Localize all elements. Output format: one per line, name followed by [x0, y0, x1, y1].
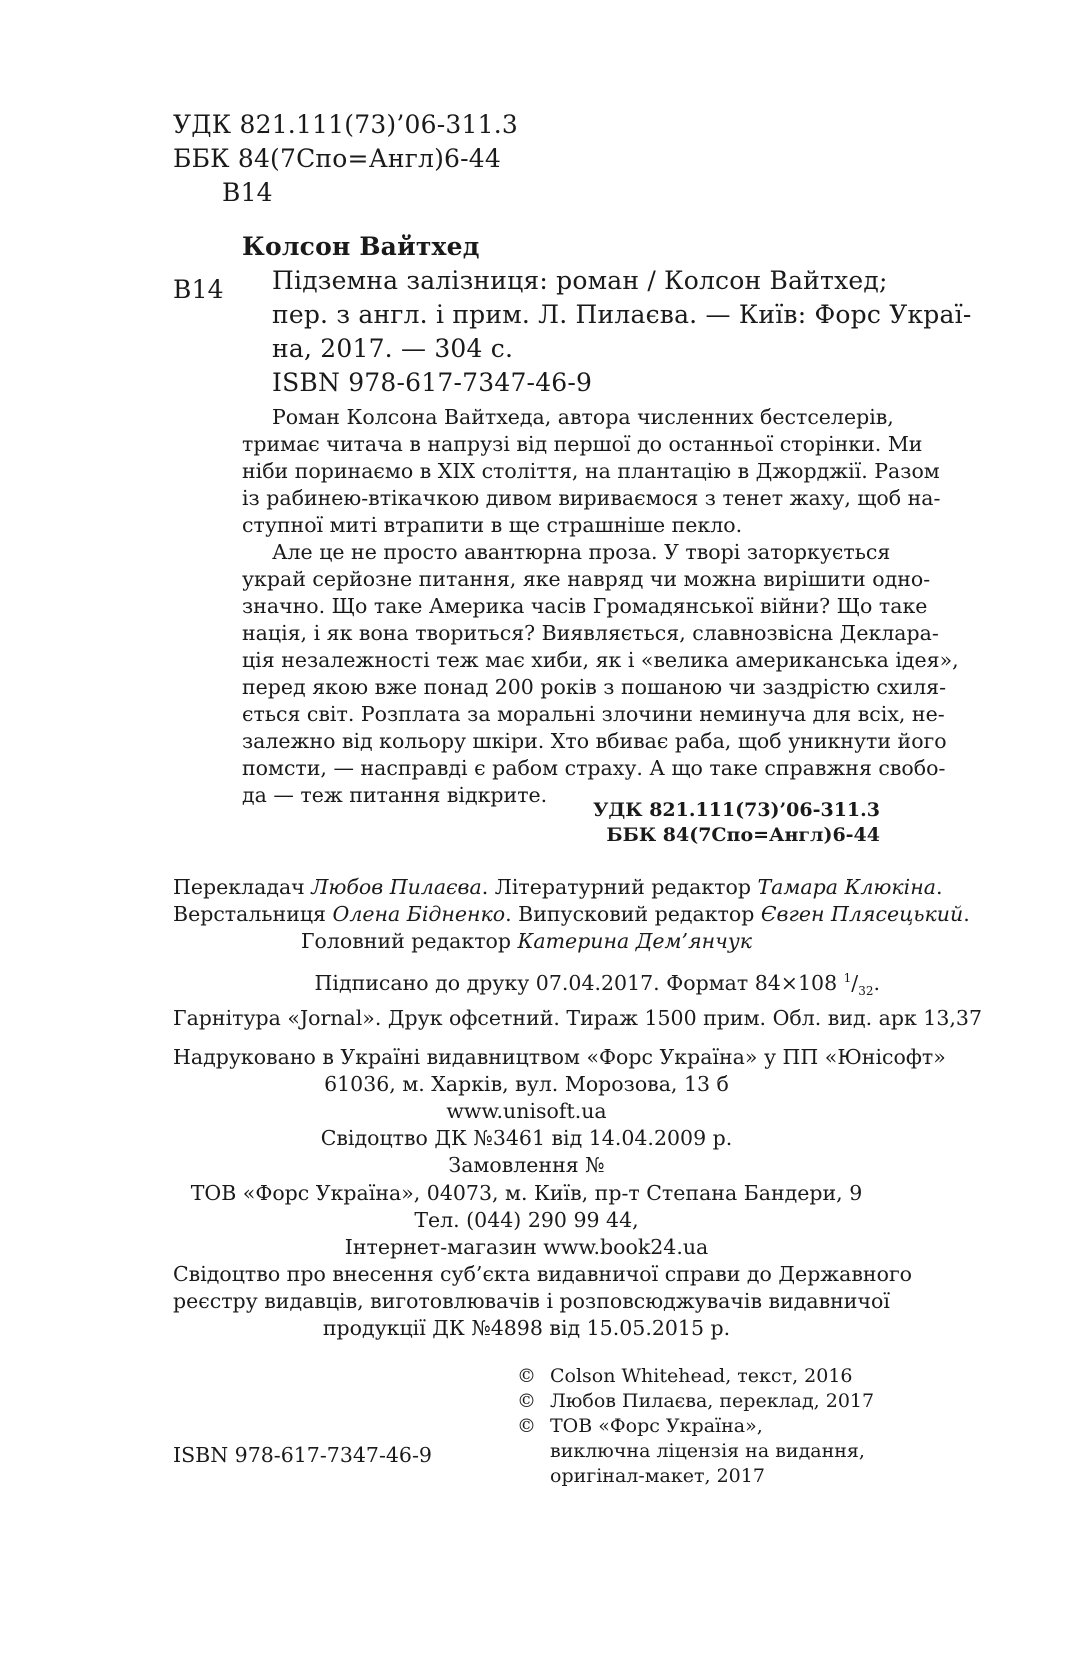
copyright-block — [517, 1364, 874, 1489]
print-typeface-line: Гарнітура «Jornal». Друк офсетний. Тираж 1500 прим. Обл. вид. арк 13,37 — [173, 1005, 982, 1030]
copyright-icon: © — [517, 1415, 536, 1437]
header-author-code: В14 — [222, 178, 273, 207]
chief-label: Головний редактор — [300, 929, 518, 953]
publisher-line: реєстру видавців, виготовлювачів і розповсюджувачів видавничої — [173, 1289, 890, 1313]
annotation-line: значно. Що таке Америка часів Громадянської війни? Що таке — [242, 594, 928, 618]
publisher-line: Тел. (044) 290 99 44, — [414, 1208, 639, 1232]
copyright-entry — [517, 1364, 874, 1389]
copyright-entry — [517, 1389, 874, 1414]
copyright-text: оригінал-макет, 2017 — [550, 1465, 765, 1487]
annotation-line: залежно від кольору шкіри. Хто вбиває раба, щоб уникнути його — [242, 729, 947, 753]
publisher-info — [173, 1180, 913, 1342]
credits-dot: . — [935, 875, 943, 899]
copyright-text: Любов Пилаєва, переклад, 2017 — [550, 1390, 875, 1412]
annotation-udk: УДК 821.111(73)’06-311.3 — [592, 799, 880, 821]
copyright-text: ТОВ «Форс Україна», — [550, 1415, 763, 1437]
copyright-icon: © — [517, 1365, 536, 1387]
format-fraction-separator: / — [851, 970, 859, 995]
print-signed: Підписано до друку 07.04.2017. Формат 84×108 — [314, 970, 844, 995]
credits-line-layout — [173, 901, 970, 928]
annotation-line: ється світ. Розплата за моральні злочини неминуча для всіх, не- — [242, 702, 945, 726]
copyright-icon: © — [517, 1390, 536, 1412]
annotation-line: перед якою вже понад 200 років з пошаною чи заздрістю схиля- — [242, 675, 946, 699]
printer-line: Замовлення № — [448, 1153, 605, 1177]
annotation-line: ступної миті втрапити в ще страшніше пекло. — [242, 513, 743, 537]
annotation-line: із рабинею-втікачкою дивом вириваємося з тенет жаху, щоб на- — [242, 486, 941, 510]
layout-name: Олена Бідненко — [332, 902, 506, 926]
bib-line: Підземна залізниця: роман / Колсон Вайтхед; — [272, 266, 888, 295]
chief-name: Катерина Дем’янчук — [517, 929, 753, 953]
print-signed-end: . — [873, 970, 880, 995]
print-signed-line — [173, 965, 880, 1005]
translator-name: Любов Пилаєва — [311, 875, 482, 899]
publisher-line: ТОВ «Форс Україна», 04073, м. Київ, пр-т Степана Бандери, 9 — [190, 1181, 863, 1205]
annotation-line: Роман Колсона Вайтхеда, автора численних бестселерів, — [272, 405, 894, 429]
bib-line: пер. з англ. і прим. Л. Пилаєва. — Київ: Форс Украї- — [272, 300, 972, 329]
layout-label: Верстальниця — [173, 902, 333, 926]
annotation-line: тримає читача в напрузі від першої до останньої сторінки. Ми — [242, 432, 923, 456]
annotation-line: ція незалежності теж має хиби, як і «велика американська ідея», — [242, 648, 959, 672]
format-fraction-numerator: 1 — [843, 971, 852, 985]
annotation-line: помсти, — насправді є рабом страху. А що таке справжня свобо- — [242, 756, 946, 780]
annotation-line: да — теж питання відкрите. — [242, 783, 548, 807]
header-bbk: ББК 84(7Спо=Англ)6-44 — [173, 144, 501, 173]
annotation-line: украй серйозне питання, яке навряд чи можна вирішити одно- — [242, 567, 931, 591]
header-udk: УДК 821.111(73)’06-311.3 — [173, 110, 518, 139]
copyright-text: Colson Whitehead, текст, 2016 — [550, 1365, 853, 1387]
publisher-line: Свідоцтво про внесення суб’єкта видавничої справи до Державного — [173, 1262, 913, 1286]
translator-label: Перекладач — [173, 875, 312, 899]
bib-line: на, 2017. — 304 с. — [272, 334, 514, 363]
annotation-line: Але це не просто авантюрна проза. У творі заторкується — [272, 540, 891, 564]
format-fraction-denominator: 32 — [858, 983, 874, 998]
credits — [173, 874, 970, 955]
lit-editor-name: Тамара Клюкіна — [757, 875, 936, 899]
record-isbn: ISBN 978-617-7347-46-9 — [272, 368, 593, 397]
footer-isbn: ISBN 978-617-7347-46-9 — [173, 1443, 432, 1467]
lit-editor-label: . Літературний редактор — [481, 875, 758, 899]
copyright-text-multiline — [550, 1414, 865, 1489]
release-label: . Випусковий редактор — [505, 902, 761, 926]
printer-line: Надруковано в Україні видавництвом «Форс Україна» у ПП «Юнісофт» — [173, 1045, 946, 1069]
publisher-line: Інтернет-магазин www.book24.ua — [344, 1235, 709, 1259]
annotation-line: ніби поринаємо в XIX століття, на плантацію в Джорджії. Разом — [242, 459, 940, 483]
printer-line: Свідоцтво ДК №3461 від 14.04.2009 р. — [320, 1126, 733, 1150]
credits-line-translator — [173, 874, 943, 901]
side-author-code: В14 — [173, 275, 224, 304]
annotation-bbk: ББК 84(7Спо=Англ)6-44 — [606, 824, 880, 846]
printer-line: www.unisoft.ua — [446, 1099, 607, 1123]
publisher-line: продукції ДК №4898 від 15.05.2015 р. — [322, 1316, 731, 1340]
bibliographic-description — [272, 264, 972, 366]
author-name: Колсон Вайтхед — [242, 232, 480, 261]
annotation-line: нація, і як вона твориться? Виявляється, славнозвісна Деклара- — [242, 621, 939, 645]
printer-line: 61036, м. Харків, вул. Морозова, 13 б — [324, 1072, 729, 1096]
printer-info — [173, 1044, 946, 1179]
release-name: Євген Плясецький — [760, 902, 964, 926]
credits-dot: . — [963, 902, 970, 926]
print-specs — [173, 965, 982, 1032]
copyright-entry — [517, 1414, 874, 1489]
annotation — [242, 404, 959, 809]
copyright-text: виключна ліцензія на видання, — [550, 1440, 865, 1462]
credits-line-chief — [173, 928, 880, 955]
